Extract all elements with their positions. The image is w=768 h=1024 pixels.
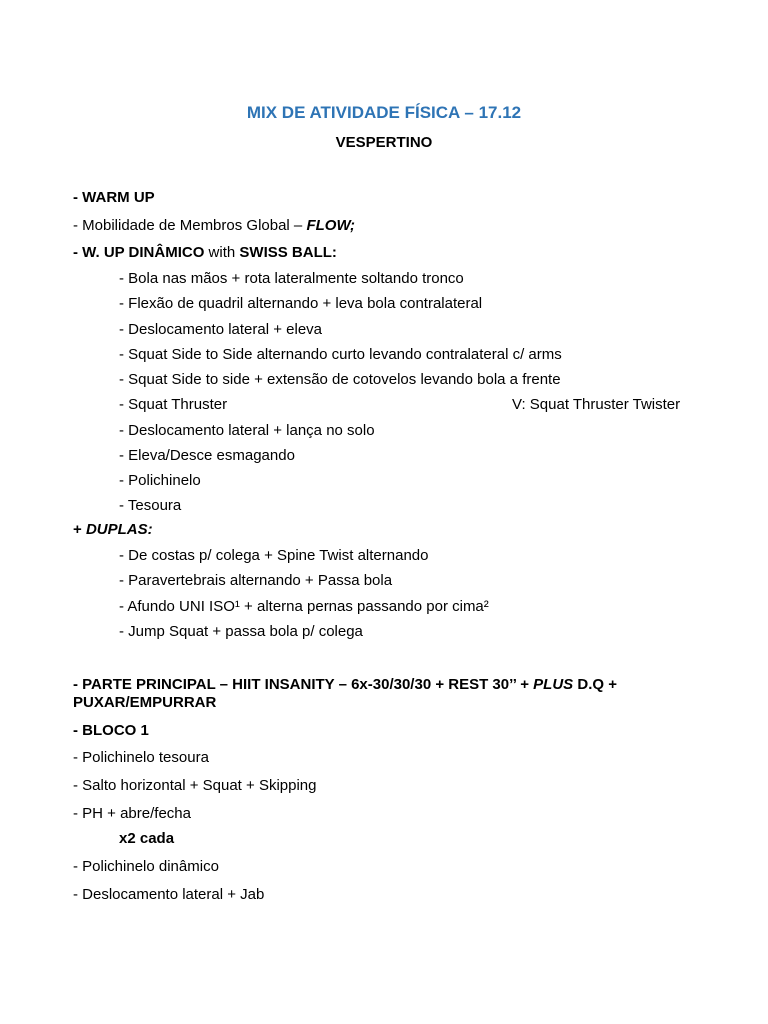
mobility-line bbox=[73, 217, 355, 235]
warm-up-dynamic-line bbox=[73, 244, 337, 262]
list-item: - Polichinelo dinâmico bbox=[73, 858, 219, 875]
main-heading bbox=[73, 676, 617, 694]
main-heading-tail: D.Q + bbox=[573, 676, 617, 693]
list-item: - Deslocamento lateral + lança no solo bbox=[119, 422, 375, 439]
list-item: - Squat Side to side + extensão de cotovelos levando bola a frente bbox=[119, 371, 561, 388]
block-heading: - BLOCO 1 bbox=[73, 722, 149, 739]
list-item: - De costas p/ colega + Spine Twist alternando bbox=[119, 547, 429, 564]
main-heading-plus: PLUS bbox=[533, 676, 574, 693]
list-item-text: - Squat Thruster bbox=[119, 396, 228, 413]
list-item: - Squat Side to Side alternando curto levando contralateral c/ arms bbox=[119, 346, 562, 363]
list-item: - Afundo UNI ISO¹ + alterna pernas passando por cima² bbox=[119, 598, 489, 615]
main-heading-text: - PARTE PRINCIPAL – HIIT INSANITY – 6x-30/30/30 + REST 30’’ + bbox=[73, 676, 534, 693]
pairs-heading bbox=[73, 521, 153, 539]
list-item: - PH + abre/fecha bbox=[73, 805, 191, 822]
list-item: - Flexão de quadril alternando + leva bola contralateral bbox=[119, 295, 483, 312]
document-title: MIX DE ATIVIDADE FÍSICA – 17.12 bbox=[246, 103, 522, 122]
list-item: - Polichinelo bbox=[119, 472, 201, 489]
warm-up-dynamic-label: - W. UP DINÂMICO bbox=[73, 244, 205, 261]
variation-text: V: Squat Thruster Twister bbox=[512, 396, 681, 413]
pairs-label: DUPLAS: bbox=[85, 521, 153, 538]
list-item: - Polichinelo tesoura bbox=[73, 749, 209, 766]
list-item: - Bola nas mãos + rota lateralmente soltando tronco bbox=[119, 270, 464, 287]
main-heading-line2: PUXAR/EMPURRAR bbox=[73, 694, 217, 711]
list-item: - Tesoura bbox=[119, 497, 182, 514]
mobility-flow: FLOW; bbox=[306, 217, 356, 234]
list-item: - Eleva/Desce esmagando bbox=[119, 447, 295, 464]
list-item: - Paravertebrais alternando + Passa bola bbox=[119, 572, 393, 589]
document-subtitle: VESPERTINO bbox=[335, 134, 433, 151]
warm-up-dynamic-with: with bbox=[204, 244, 240, 261]
list-item bbox=[119, 396, 681, 414]
pairs-plus: + bbox=[73, 521, 86, 538]
list-item: - Deslocamento lateral + Jab bbox=[73, 886, 265, 903]
mobility-text: - Mobilidade de Membros Global – bbox=[73, 217, 307, 234]
warm-up-heading: - WARM UP bbox=[73, 189, 155, 206]
list-item: - Salto horizontal + Squat + Skipping bbox=[73, 777, 317, 794]
list-item: - Deslocamento lateral + eleva bbox=[119, 321, 323, 338]
list-item: - Jump Squat + passa bola p/ colega bbox=[119, 623, 363, 640]
repeat-note: x2 cada bbox=[119, 830, 175, 847]
warm-up-dynamic-equipment: SWISS BALL: bbox=[239, 244, 337, 261]
